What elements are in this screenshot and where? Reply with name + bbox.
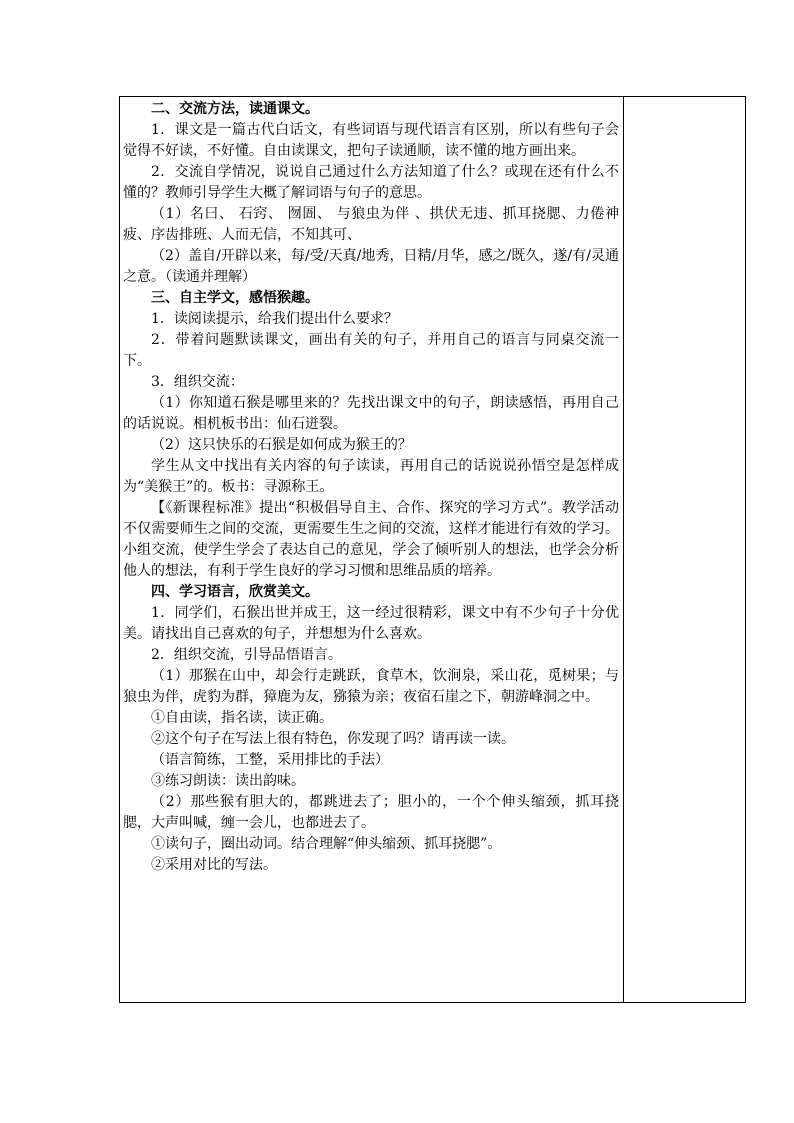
section2-paragraph-2: 2．交流自学情况，说说自己通过什么方法知道了什么？或现在还有什么不懂的？教师引导学生大概了解词语与句子的意思。 <box>123 164 619 201</box>
section4-paragraph-7: ③练习朗读：读出韵味。 <box>151 773 305 789</box>
section2-heading: 二、交流方法，读通课文。 <box>151 101 319 117</box>
section3-paragraph-6: 学生从文中找出有关内容的句子读读，再用自己的话说说孙悟空是怎样成为“美猴王”的。板书：寻源称王。 <box>123 458 619 495</box>
section4-heading: 四、学习语言，欣赏美文。 <box>151 584 319 600</box>
section3-paragraph-3: 3．组织交流： <box>151 374 244 390</box>
section3-paragraph-5: （2）这只快乐的石猴是如何成为猴王的？ <box>151 437 412 453</box>
section2-paragraph-3: （1）名曰、 石窍、 囫圄、 与狼虫为伴 、拱伏无违、抓耳挠腮、力倦神疲、序齿排班、人而无信，不知其可、 <box>123 206 619 243</box>
section2-paragraph-1: 1．课文是一篇古代白话文，有些词语与现代语言有区别，所以有些句子会觉得不好读，不好懂。自由读课文，把句子读通顺，读不懂的地方画出来。 <box>123 122 619 159</box>
section3-paragraph-4: （1）你知道石猴是哪里来的？先找出课文中的句子，朗读感悟，再用自己的话说说。相机板书出：仙石迸裂。 <box>123 395 619 432</box>
section4-paragraph-9: ①读句子，圈出动词。结合理解“伸头缩颈、抓耳挠腮”。 <box>151 836 502 852</box>
section4-paragraph-3: （1）那猴在山中，却会行走跳跃，食草木，饮涧泉，采山花，觅树果；与狼虫为伴，虎豹为群，獐鹿为友，猕猿为亲；夜宿石崖之下，朝游峰洞之中。 <box>123 668 619 705</box>
section4-paragraph-8: （2）那些猴有胆大的，都跳进去了；胆小的，一个个伸头缩颈，抓耳挠腮，大声叫喊，缠一会儿，也都进去了。 <box>123 794 619 831</box>
section4-paragraph-2: 2．组织交流，引导品悟语言。 <box>151 647 342 663</box>
section2-paragraph-4: （2）盖自/开辟以来，每/受/天真/地秀，日精/月华，感之/既久，遂/有/灵通之意。（读通并理解） <box>123 248 619 285</box>
section4-paragraph-10: ②采用对比的写法。 <box>151 857 277 873</box>
section4-paragraph-5: ②这个句子在写法上很有特色，你发现了吗？请再读一读。 <box>151 731 515 747</box>
notes-column-cell <box>624 97 745 1002</box>
section3-paragraph-2: 2．带着问题默读课文，画出有关的句子，并用自己的语言与同桌交流一下。 <box>123 332 619 369</box>
section4-paragraph-6: （语言简练，工整，采用排比的手法） <box>151 752 389 768</box>
section3-paragraph-1: 1．读阅读提示，给我们提出什么要求？ <box>151 311 398 327</box>
section3-heading: 三、自主学文，感悟猴趣。 <box>151 290 319 306</box>
section4-paragraph-1: 1．同学们，石猴出世并成王，这一经过很精彩，课文中有不少句子十分优美。请找出自己喜欢的句子，并想想为什么喜欢。 <box>123 605 619 642</box>
lesson-content-cell <box>123 99 619 876</box>
section3-note: 【《新课程标准》提出“积极倡导自主、合作、探究的学习方式”。教学活动不仅需要师生之间的交流，更需要生生之间的交流，这样才能进行有效的学习。小组交流，使学生学会了表达自己的意见，学会了倾听别人的想法，也学会分析他人的想法，有利于学生良好的学习习惯和思维品质的培养。 <box>123 500 619 579</box>
section4-paragraph-4: ①自由读，指名读，读正确。 <box>151 710 333 726</box>
